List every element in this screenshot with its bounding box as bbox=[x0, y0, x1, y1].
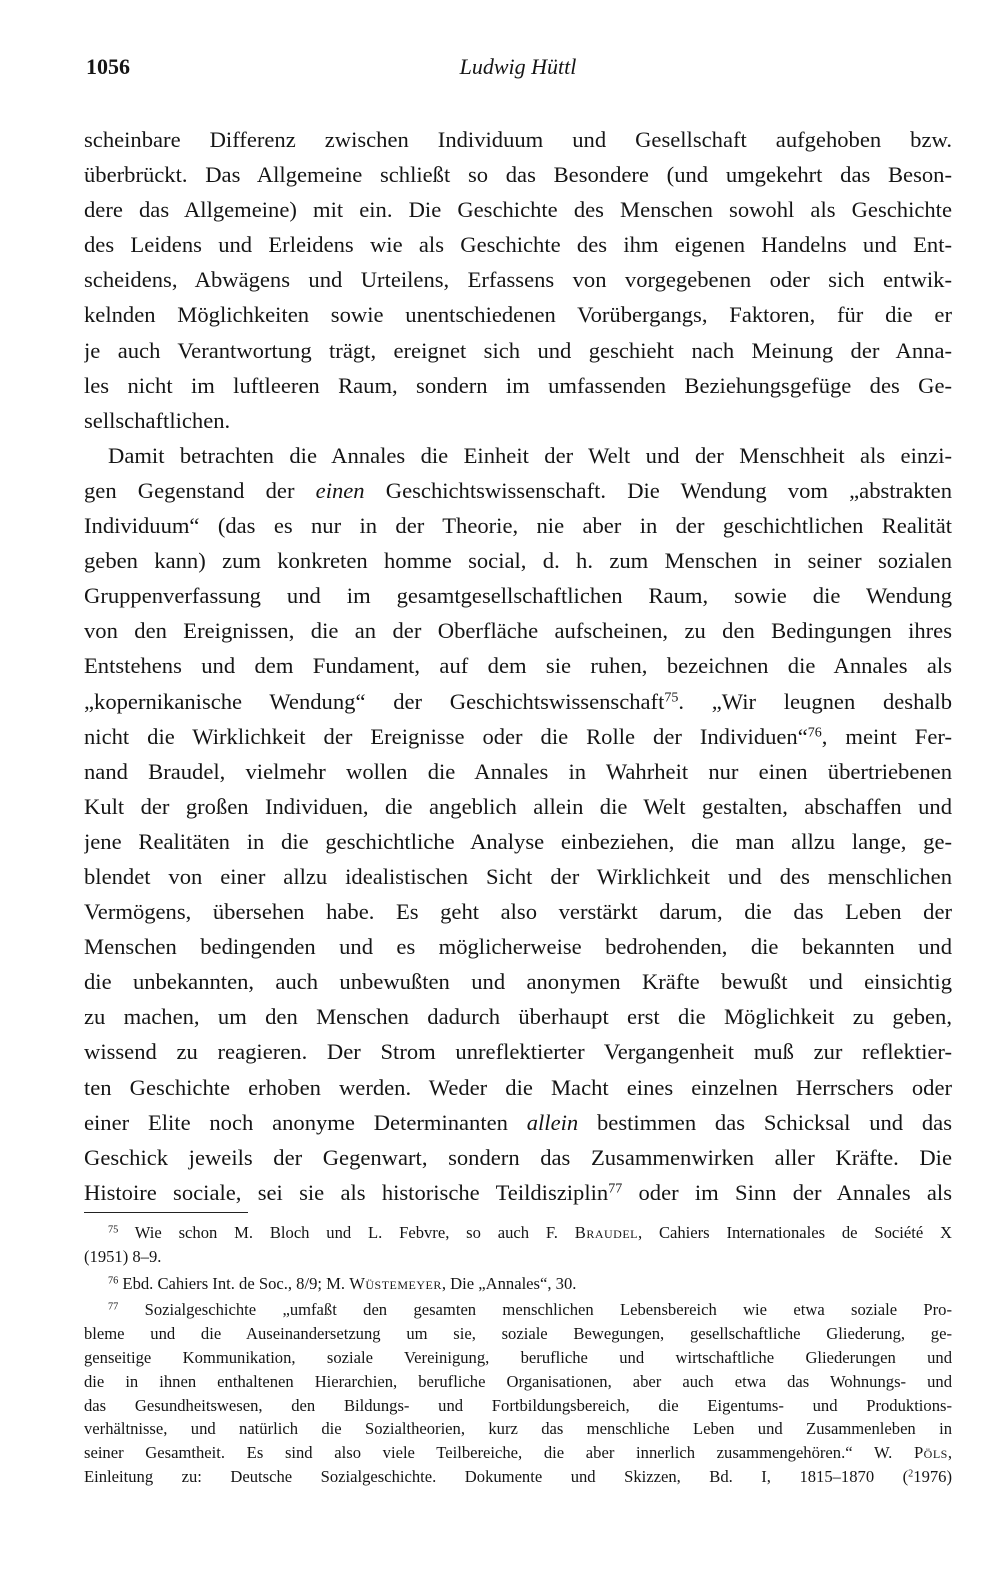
footnote-77-cont: das Gesundheitswesen, den Bildungs- und Fortbildungsbereich, die Eigentums- und Produktions- bbox=[84, 1395, 952, 1415]
text-run: „kopernikanische Wendung“ der Geschichtswissenschaft bbox=[84, 688, 665, 714]
emphasis: einen bbox=[315, 477, 365, 503]
text-line: Kult der großen Individuen, die angeblich allein die Welt gestalten, abschaffen und bbox=[84, 793, 952, 819]
footnote-77-cont: bleme und die Auseinandersetzung um sie, soziale Bewegungen, gesellschaftliche Gliederung, ge- bbox=[84, 1324, 952, 1344]
footnote-text: , bbox=[947, 1443, 952, 1463]
text-line: zu machen, um den Menschen dadurch überhaupt erst die Möglichkeit zu geben, bbox=[84, 1004, 952, 1030]
text-line: des Leidens und Erleidens wie als Geschichte des ihm eigenen Handelns und Ent- bbox=[84, 232, 952, 258]
text-line: von den Ereignissen, die an der Oberfläche aufscheinen, zu den Bedingungen ihres bbox=[84, 618, 952, 644]
text-line: nand Braudel, vielmehr wollen die Annales in Wahrheit nur einen übertriebenen bbox=[84, 758, 952, 784]
footnote-75 bbox=[84, 1221, 952, 1245]
author-name: Wüstemeyer bbox=[349, 1273, 442, 1293]
footnotes bbox=[84, 1221, 952, 1489]
footnote-text: seiner Gesamtheit. Es sind also viele Teilbereiche, die aber innerlich zusammengehören.“ W. bbox=[84, 1443, 914, 1463]
text-run: Geschichtswissenschaft. Die Wendung vom „abstrakten bbox=[364, 477, 952, 503]
footnote-76 bbox=[84, 1272, 952, 1296]
text-line: scheidens, Abwägens und Urteilens, Erfassens von vorgegebenen oder sich entwik- bbox=[84, 267, 952, 293]
footnote-77-cont: genseitige Kommunikation, soziale Vereinigung, berufliche und wirtschaftliche Gliederungen und bbox=[84, 1347, 952, 1367]
text-line bbox=[84, 1175, 952, 1210]
footnote-77-cont: verhältnisse, und natürlich die Sozialtheorien, kurz das menschliche Leben und Zusammenleben in bbox=[84, 1419, 952, 1439]
footnote-ref[interactable]: 77 bbox=[608, 1181, 623, 1197]
text-run: Histoire sociale, sei sie als historische Teildisziplin bbox=[84, 1179, 609, 1205]
footnote-77-cont bbox=[84, 1441, 952, 1465]
text-run: , meint Fer- bbox=[821, 723, 952, 749]
footnote-77-cont: die in ihnen enthaltenen Hierarchien, berufliche Organisationen, aber auch etwa das Wohnungs- und bbox=[84, 1371, 952, 1391]
footnote-text: Einleitung zu: Deutsche Sozialgeschichte. Dokumente und Skizzen, Bd. I, 1815–1870 ( bbox=[84, 1466, 909, 1486]
text-run: oder im Sinn der Annales als bbox=[622, 1179, 952, 1205]
text-line: jene Realitäten in die geschichtliche Analyse einbeziehen, die man allzu lange, ge- bbox=[84, 828, 952, 854]
text-line: Menschen bedingenden und es möglicherweise bedrohenden, die bekannten und bbox=[84, 934, 952, 960]
text-line: wissend zu reagieren. Der Strom unreflektierter Vergangenheit muß zur reflektier- bbox=[84, 1039, 952, 1065]
footnote-ref[interactable]: 76 bbox=[807, 724, 822, 740]
text-line: Geschick jeweils der Gegenwart, sondern das Zusammenwirken aller Kräfte. Die bbox=[84, 1144, 952, 1170]
emphasis: allein bbox=[526, 1109, 579, 1135]
text-run: einer Elite noch anonyme Determinanten bbox=[84, 1109, 527, 1135]
text-line: kelnden Möglichkeiten sowie unentschiedenen Vorübergangs, Faktoren, für die er bbox=[84, 302, 952, 328]
text-line: die unbekannten, auch unbewußten und anonymen Kräfte bewußt und einsichtig bbox=[84, 969, 952, 995]
text-line: Entstehens und dem Fundament, auf dem sie ruhen, bezeichnen die Annales als bbox=[84, 653, 952, 679]
author-name: Pöls bbox=[913, 1443, 948, 1463]
footnote-text: Ebd. Cahiers Int. de Soc., 8/9; M. bbox=[118, 1273, 350, 1293]
footnote-mark: 75 bbox=[108, 1224, 119, 1236]
footnote-text: , Cahiers Internationales de Société X bbox=[637, 1223, 952, 1242]
text-run: bestimmen das Schicksal und das bbox=[578, 1109, 952, 1135]
footnote-75-cont: (1951) 8–9. bbox=[84, 1246, 162, 1266]
text-line: geben kann) zum konkreten homme social, d. h. zum Menschen in seiner sozialen bbox=[84, 548, 952, 574]
text-line bbox=[84, 684, 952, 719]
text-line: Damit betrachten die Annales die Einheit der Welt und der Menschheit als einzi- bbox=[108, 442, 952, 468]
text-line: dere das Allgemeine) mit ein. Die Geschichte des Menschen sowohl als Geschichte bbox=[84, 197, 952, 223]
text-line: überbrückt. Das Allgemeine schließt so das Besondere (und umgekehrt das Beson- bbox=[84, 162, 952, 188]
text-line: scheinbare Differenz zwischen Individuum und Gesellschaft aufgehoben bzw. bbox=[84, 127, 952, 152]
text-run: gen Gegenstand der bbox=[84, 477, 316, 503]
text-line: ten Geschichte erhoben werden. Weder die Macht eines einzelnen Herrschers oder bbox=[84, 1074, 952, 1100]
footnote-77 bbox=[84, 1298, 952, 1322]
body-text bbox=[84, 122, 952, 1210]
text-line: blendet von einer allzu idealistischen Sicht der Wirklichkeit und des menschlichen bbox=[84, 863, 952, 889]
author-name: Braudel bbox=[574, 1223, 638, 1242]
footnote-ref[interactable]: 75 bbox=[664, 689, 679, 705]
text-line bbox=[84, 719, 952, 754]
text-run: nicht die Wirklichkeit der Ereignisse oder die Rolle der Individuen“ bbox=[84, 723, 808, 749]
text-line: Gruppenverfassung und im gesamtgesellschaftlichen Raum, sowie die Wendung bbox=[84, 583, 952, 609]
page-header bbox=[86, 54, 950, 86]
footnote-text: Wie schon M. Bloch und L. Febvre, so auch F. bbox=[118, 1223, 575, 1242]
edition-mark: 2 bbox=[908, 1468, 914, 1480]
page-number: 1056 bbox=[86, 54, 130, 79]
footnote-77-cont bbox=[84, 1465, 952, 1489]
footnote-mark: 76 bbox=[108, 1274, 119, 1286]
text-line bbox=[84, 1105, 952, 1140]
footnote-text: , Die „Annales“, 30. bbox=[441, 1273, 577, 1293]
text-line: Individuum“ (das es nur in der Theorie, nie aber in der geschichtlichen Realität bbox=[84, 513, 952, 539]
footnote-text: 1976) bbox=[913, 1466, 952, 1486]
text-line: Vermögens, übersehen habe. Es geht also verstärkt darum, die das Leben der bbox=[84, 899, 952, 925]
footnote-mark: 77 bbox=[108, 1301, 119, 1313]
text-line: je auch Verantwortung trägt, ereignet sich und geschieht nach Meinung der Anna- bbox=[84, 337, 952, 363]
running-head: Ludwig Hüttl bbox=[459, 54, 577, 79]
text-line: les nicht im luftleeren Raum, sondern im umfassenden Beziehungsgefüge des Ge- bbox=[84, 372, 952, 398]
footnote-divider bbox=[84, 1212, 248, 1213]
text-line: sellschaftlichen. bbox=[84, 407, 231, 433]
text-line bbox=[84, 473, 952, 508]
footnote-text: Sozialgeschichte „umfaßt den gesamten menschlichen Lebensbereich wie etwa soziale Pro- bbox=[118, 1300, 952, 1320]
text-run: . „Wir leugnen deshalb bbox=[678, 688, 952, 714]
